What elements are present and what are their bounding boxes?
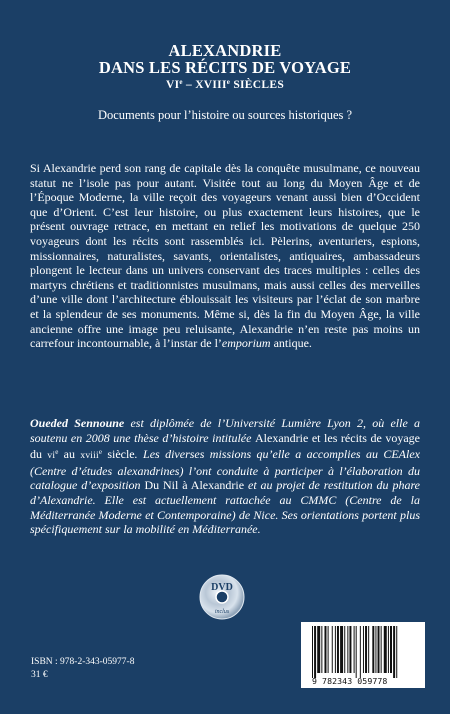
barcode-bar: [381, 626, 382, 673]
isbn: ISBN : 978-2-343-05977-8: [31, 657, 135, 667]
title-line-2: DANS LES RÉCITS DE VOYAGE: [98, 58, 352, 77]
barcode-bar: [354, 626, 355, 673]
barcode-bar: [314, 626, 316, 678]
barcode-bar: [324, 626, 326, 673]
author-name: Oueded Sennoune: [30, 416, 125, 430]
barcode-bar: [344, 626, 345, 673]
title-line-1: ALEXANDRIE: [168, 41, 282, 60]
dvd-label: DVD: [211, 582, 233, 593]
barcode-bar: [368, 626, 369, 673]
barcode-bar: [390, 626, 392, 673]
barcode-bar: [312, 626, 313, 678]
header: [0, 42, 450, 123]
barcode-bar: [393, 626, 395, 678]
italic-emporium: emporium: [221, 336, 271, 351]
barcode-bar: [388, 626, 389, 673]
book-title: [0, 42, 450, 76]
barcode-digits: 9 782343 059778: [312, 676, 388, 686]
author-bio-paragraph: Oueded Sennoune est diplômée de l’Université Lumière Lyon 2, où elle a soutenu en 2008 une thèse d’histoire intitulée Alexandrie et les récits de voyage du $vi^e$ au xviii$^e$ siècle. Les diverses missions qu’elle a accomplies au CEAlex (Centre d’études alexandrines) l’ont conduite à participer à l’élaboration du catalogue d’exposition Du Nil à Alexandrie et au projet de restitution du phare d’Alexandrie. Elle est actuellement rattachée au CMMC (Centre de la Méditerranée Moderne et Contemporaine) de Nice. Ses orientations portent plus spécifiquement sur la mobilité en Méditerranée.: [30, 416, 420, 537]
price: 31 €: [31, 670, 48, 680]
barcode-bar: [328, 626, 329, 673]
barcode-bar: [360, 626, 361, 678]
barcode-bar: [356, 626, 357, 678]
book-subtitle: Documents pour l’histoire ou sources historiques ?: [97, 108, 353, 122]
barcode-bar: [396, 626, 397, 678]
barcode-bar: [335, 626, 336, 673]
barcode-bar: [340, 626, 343, 673]
isbn-price: [31, 656, 134, 682]
barcode-bar: [332, 626, 333, 673]
barcode-bar: [378, 626, 380, 673]
barcode-bar: [349, 626, 351, 673]
barcode-bar: [375, 626, 376, 673]
barcode-bar: [321, 626, 322, 673]
centuries-subtitle: VIe – XVIIIe SIÈCLES: [165, 78, 285, 91]
dvd-sublabel: inclus: [214, 609, 230, 615]
barcode-bar: [337, 626, 339, 673]
barcode-bar: [365, 626, 367, 673]
barcode-bar: [363, 626, 364, 673]
dvd-disc-icon: [198, 570, 246, 622]
description-paragraph: Si Alexandrie perd son rang de capitale dès la conquête musulmane, ce nouveau statut ne l’isole pas pour autant. Visitée tout au long du Moyen Âge et de l’Époque Moderne, la ville reçoit des voyageurs venant aussi bien d’Occident que d’Orient. C’est leur histoire, ou plus exactement leurs histoires, que le présent ouvrage retrace, en mettant en relief les motivations de quelque 250 voyageurs dont les récits sont rassemblés ici. Pèlerins, aventuriers, espions, missionnaires, naturalistes, savants, orientalistes, antiquaires, ambassadeurs plongent le lecteur dans un univers conservant des traces multiples : celles des martyrs chrétiens et traditionnistes musulmans, mais aussi celles des merveilles d’une ville dont l’architecture éblouissait les visiteurs par l’éclat de son marbre et la splendeur de ses monuments. Même si, dès la fin du Moyen Âge, la ville ancienne offre une image peu reluisante, Alexandrie n’en reste pas moins un carrefour incontournable, à l’instar de l’emporium antique.: [30, 161, 420, 351]
barcode-bar: [347, 626, 348, 673]
barcode-bar: [372, 626, 374, 673]
barcode-bar: [317, 626, 320, 673]
barcode-bar: [384, 626, 387, 673]
